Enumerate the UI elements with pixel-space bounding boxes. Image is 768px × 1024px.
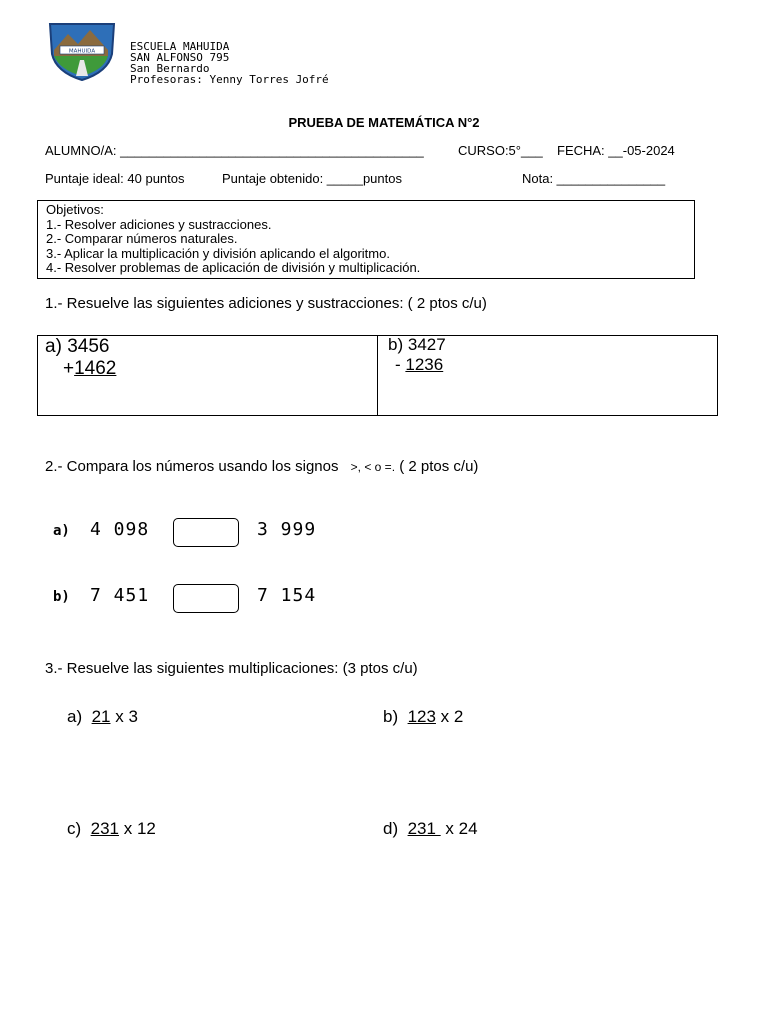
q1-a-bottom: +1462 <box>63 358 117 379</box>
obtained-score-field[interactable]: Puntaje obtenido: _____puntos <box>222 171 402 186</box>
q1-b-top: b) 3427 <box>388 335 446 354</box>
objectives-heading: Objetivos: <box>46 202 104 217</box>
q2-a-right-number: 3 999 <box>257 519 317 540</box>
q2-prompt: 2.- Compara los números usando los signos >, < o =. ( 2 ptos c/u) <box>45 458 479 475</box>
q3-c: c) 231 x 12 <box>67 819 156 838</box>
q1-a-top: a) 3456 <box>45 336 110 357</box>
svg-text:MAHUIDA: MAHUIDA <box>68 48 96 55</box>
q2-a-label: a) <box>53 523 70 539</box>
teachers: Profesoras: Yenny Torres Jofré <box>130 73 329 86</box>
q2-signs: >, < o =. <box>350 460 396 474</box>
school-name: ESCUELA MAHUIDA <box>130 40 230 53</box>
q2-a-left-number: 4 098 <box>90 519 150 540</box>
q2-b-answer-box[interactable] <box>173 584 239 613</box>
q1-prompt: 1.- Resuelve las siguientes adiciones y sustracciones: ( 2 ptos c/u) <box>45 295 487 312</box>
objective-item: 3.- Aplicar la multiplicación y división aplicando el algoritmo. <box>46 245 390 261</box>
school-city: San Bernardo <box>130 62 210 75</box>
objective-item: 4.- Resolver problemas de aplicación de división y multiplicación. <box>46 260 421 275</box>
q3-b: b) 123 x 2 <box>383 707 464 726</box>
q2-a-answer-box[interactable] <box>173 518 239 547</box>
school-logo <box>46 20 118 82</box>
q1-b-bottom: - 1236 <box>395 355 444 374</box>
q2-b-label: b) <box>53 589 70 605</box>
objectives-box <box>37 200 695 279</box>
test-title: PRUEBA DE MATEMÁTICA N°2 <box>288 115 480 130</box>
student-field[interactable]: ALUMNO/A: __________________________________________ <box>45 143 424 158</box>
date-field[interactable]: FECHA: __-05-2024 <box>557 143 675 158</box>
objective-item: 1.- Resolver adiciones y sustracciones. <box>46 216 272 232</box>
q1-divider <box>377 335 378 416</box>
q2-b-right-number: 7 154 <box>257 585 317 606</box>
course-field[interactable]: CURSO:5°___ <box>458 143 543 158</box>
q3-prompt: 3.- Resuelve las siguientes multiplicaciones: (3 ptos c/u) <box>45 660 418 677</box>
school-info <box>130 41 329 85</box>
objective-item: 2.- Comparar números naturales. <box>46 231 238 246</box>
grade-field[interactable]: Nota: _______________ <box>522 171 666 186</box>
q2-b-left-number: 7 451 <box>90 585 150 606</box>
ideal-score: Puntaje ideal: 40 puntos <box>45 171 185 186</box>
q3-d: d) 231 x 24 <box>383 819 478 838</box>
q3-a: a) 21 x 3 <box>67 707 138 726</box>
school-address: SAN ALFONSO 795 <box>130 51 230 64</box>
